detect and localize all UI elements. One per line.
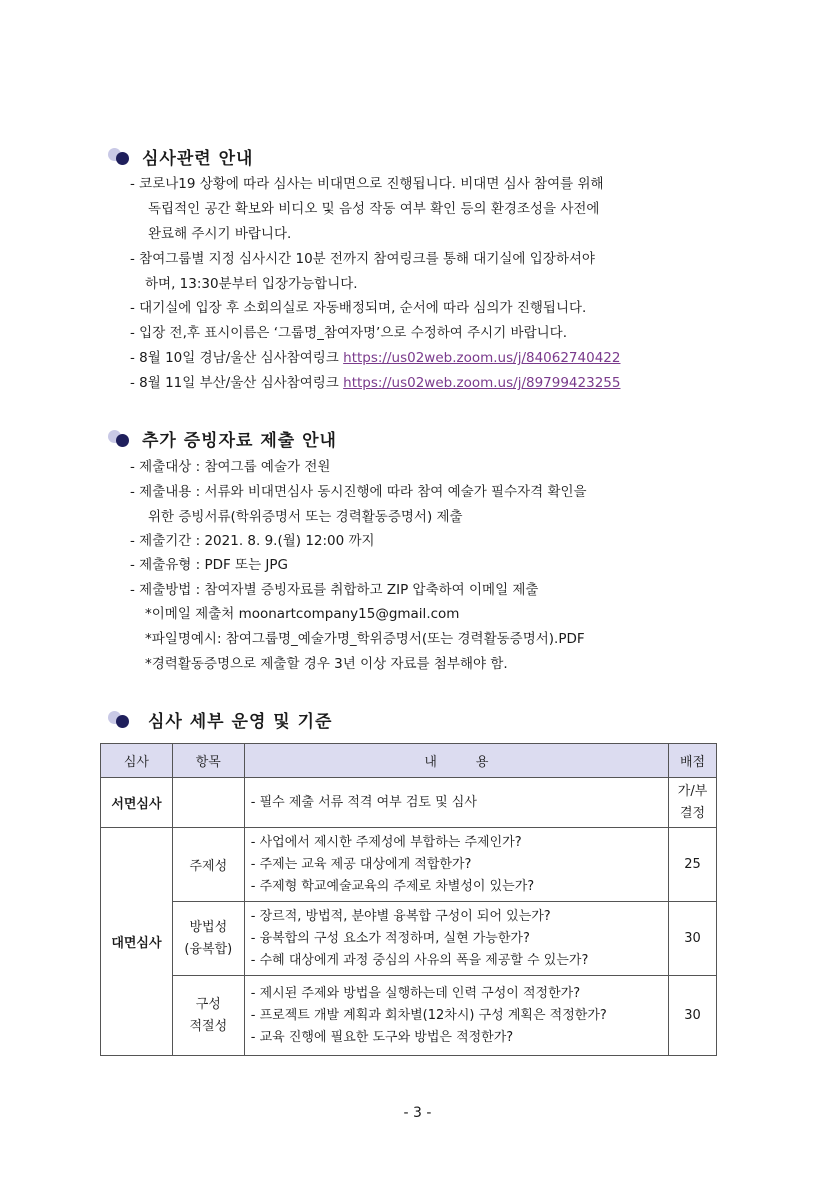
header-cell: 항목	[172, 744, 244, 778]
table-row	[101, 828, 717, 902]
criterion: - 필수 제출 서류 적격 여부 검토 및 심사	[250, 794, 477, 810]
criterion: - 융복합의 구성 요소가 적정하며, 실현 가능한가?	[250, 930, 530, 946]
section-title: 심사 세부 운영 및 기준	[148, 711, 333, 732]
text-line: - 제출유형 : PDF 또는 JPG	[130, 557, 289, 573]
item-cell: 방법성 (융복합)	[172, 902, 244, 976]
review-type: 서면심사	[101, 778, 173, 828]
text-line: *이메일 제출처 moonartcompany15@gmail.com	[145, 606, 460, 622]
header-cell: 심사	[101, 744, 173, 778]
text-line: - 참여그룹별 지정 심사시간 10분 전까지 참여링크를 통해 대기실에 입장하셔야	[130, 251, 595, 267]
criterion: - 사업에서 제시한 주제성에 부합하는 주제인가?	[250, 834, 522, 850]
text-line: 완료해 주시기 바랍니다.	[148, 226, 292, 242]
header-cell: 내 용	[244, 744, 668, 778]
zoom-link-1[interactable]: https://us02web.zoom.us/j/84062740422	[343, 350, 621, 366]
score-cell: 30	[669, 902, 717, 976]
score-cell: 30	[669, 976, 717, 1056]
header-cell: 배점	[669, 744, 717, 778]
section-heading-criteria	[108, 706, 332, 732]
criterion: - 제시된 주제와 방법을 실행하는데 인력 구성이 적정한가?	[250, 985, 581, 1001]
criterion: - 주제는 교육 제공 대상에게 적합한가?	[250, 856, 472, 872]
criterion: - 수혜 대상에게 과정 중심의 사유의 폭을 제공할 수 있는가?	[250, 952, 589, 968]
item-cell: 주제성	[172, 828, 244, 902]
text-line: 독립적인 공간 확보와 비디오 및 음성 작동 여부 확인 등의 환경조성을 사전에	[148, 201, 600, 217]
text-line: *파일명예시: 참여그룹명_예술가명_학위증명서(또는 경력활동증명서).PDF	[145, 631, 585, 647]
content-cell	[244, 828, 668, 902]
section-title: 심사관련 안내	[142, 148, 254, 169]
content-cell	[244, 976, 668, 1056]
criteria-table	[100, 743, 717, 1056]
table-row	[101, 902, 717, 976]
table-row	[101, 778, 717, 828]
zoom-link-line-1	[130, 349, 620, 367]
link-prefix: - 8월 11일 부산/울산 심사참여링크	[130, 375, 344, 391]
zoom-link-2[interactable]: https://us02web.zoom.us/j/89799423255	[343, 375, 621, 391]
text-line: - 입장 전,후 표시이름은 ‘그룹명_참여자명’으로 수정하여 주시기 바랍니다.	[130, 325, 568, 341]
link-prefix: - 8월 10일 경남/울산 심사참여링크	[130, 350, 344, 366]
item-cell	[172, 778, 244, 828]
criterion: - 교육 진행에 필요한 도구와 방법은 적정한가?	[250, 1029, 514, 1045]
zoom-link-line-2	[130, 374, 620, 392]
section-title: 추가 증빙자료 제출 안내	[142, 430, 337, 451]
text-line: *경력활동증명으로 제출할 경우 3년 이상 자료를 첨부해야 함.	[145, 656, 508, 672]
bullet-icon	[108, 145, 132, 167]
text-line: - 제출기간 : 2021. 8. 9.(월) 12:00 까지	[130, 533, 375, 549]
text-line: - 대기실에 입장 후 소회의실로 자동배정되며, 순서에 따라 심의가 진행됩니다.	[130, 300, 587, 316]
text-line: - 제출방법 : 참여자별 증빙자료를 취합하고 ZIP 압축하여 이메일 제출	[130, 582, 539, 598]
review-type: 대면심사	[101, 828, 173, 1056]
bullet-icon	[108, 708, 132, 730]
text-line: 위한 증빙서류(학위증명서 또는 경력활동증명서) 제출	[148, 509, 463, 525]
content-cell	[244, 778, 668, 828]
criterion: - 프로젝트 개발 계획과 회차별(12차시) 구성 계획은 적정한가?	[250, 1007, 607, 1023]
section-heading-review-info	[108, 143, 253, 169]
score-cell: 가/부 결정	[669, 778, 717, 828]
text-line: - 제출대상 : 참여그룹 예술가 전원	[130, 459, 331, 475]
table-header-row	[101, 744, 717, 778]
page-number: - 3 -	[403, 1105, 432, 1121]
table-row	[101, 976, 717, 1056]
text-line: - 코로나19 상황에 따라 심사는 비대면으로 진행됩니다. 비대면 심사 참여를 위해	[130, 176, 604, 192]
text-line: 하며, 13:30분부터 입장가능합니다.	[145, 276, 358, 292]
score-cell: 25	[669, 828, 717, 902]
text-line: - 제출내용 : 서류와 비대면심사 동시진행에 따라 참여 예술가 필수자격 확인을	[130, 484, 587, 500]
criterion: - 장르적, 방법적, 분야별 융복합 구성이 되어 있는가?	[250, 908, 551, 924]
item-cell: 구성 적절성	[172, 976, 244, 1056]
content-cell	[244, 902, 668, 976]
bullet-icon	[108, 427, 132, 449]
section-heading-evidence	[108, 425, 337, 451]
criterion: - 주제형 학교예술교육의 주제로 차별성이 있는가?	[250, 878, 535, 894]
